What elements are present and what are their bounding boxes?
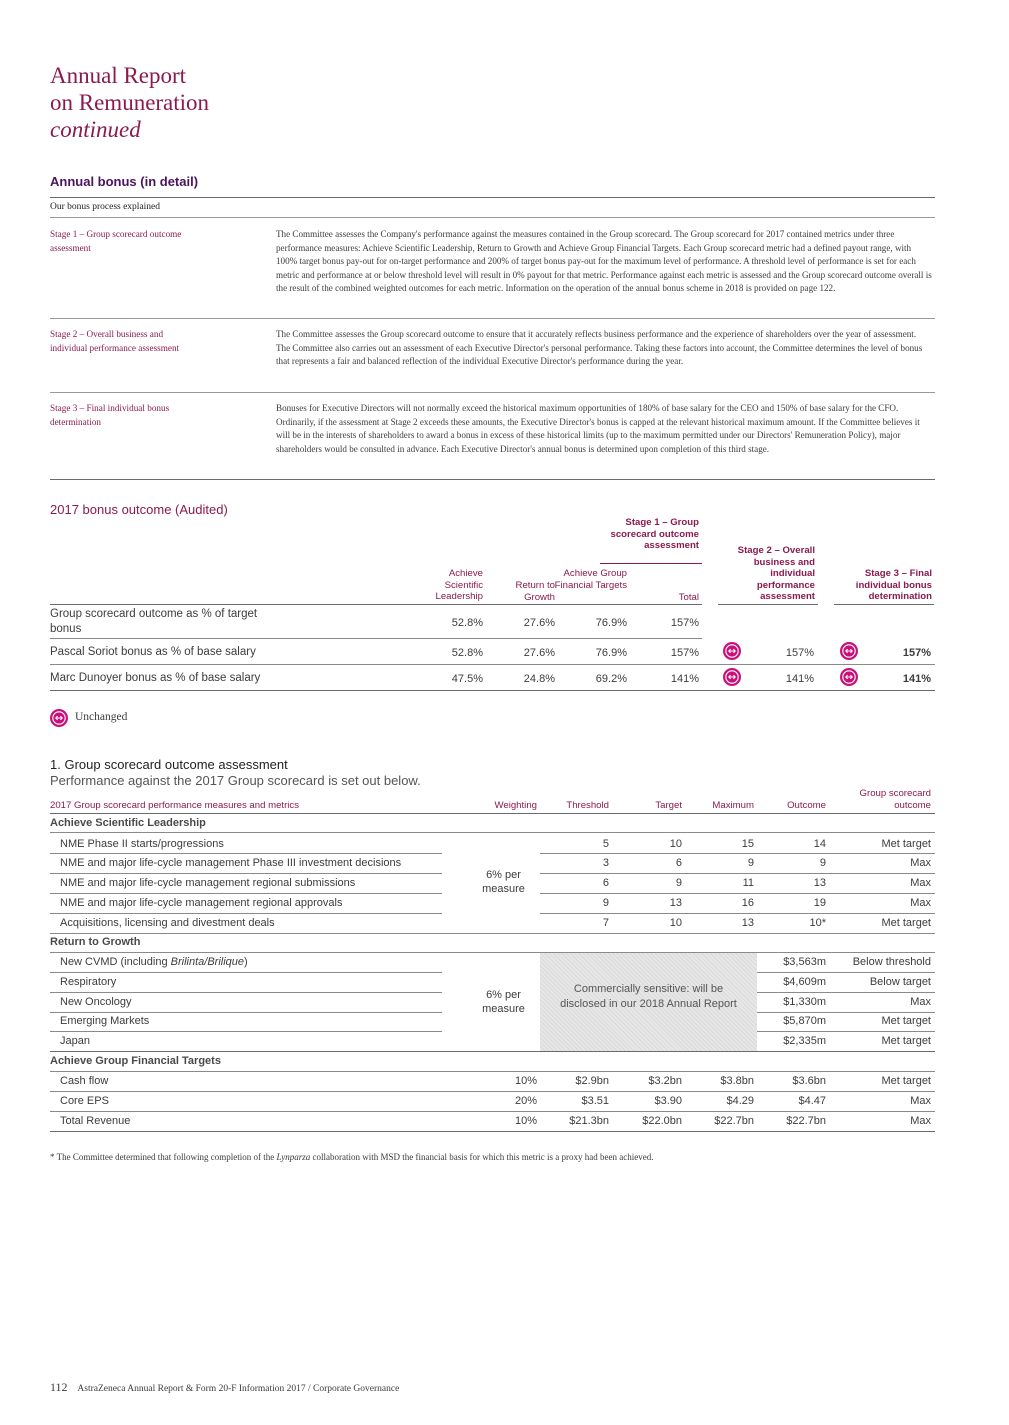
stage-2-text: The Committee assesses the Group scorecard outcome to ensure that it accurately reflects business performance and the experience of shareholders over the year of assessment. The Committee also carries out an assessment of each Executive Director's personal performance. Taking these factors into account, the Committee determines the level of bonus that represents a fair and balanced reflection of the individual Executive Director's performance during the year. bbox=[276, 329, 923, 366]
target-value: 9 bbox=[675, 877, 682, 889]
divider bbox=[50, 318, 935, 319]
footnote: * The Committee determined that following completion of the Lynparza collaboration with MSD the financial basis for which this metric is a proxy had been achieved. bbox=[50, 1152, 654, 1162]
maximum-value: 9 bbox=[747, 857, 754, 869]
row-rule bbox=[540, 873, 935, 874]
maximum-value: 11 bbox=[742, 877, 754, 889]
row-rule bbox=[540, 893, 935, 894]
table-header-rule bbox=[50, 604, 702, 605]
outcome-value: 19 bbox=[813, 897, 826, 909]
table-row-label: Marc Dunoyer bonus as % of base salary bbox=[50, 672, 261, 684]
outcome-value: 9 bbox=[819, 857, 826, 869]
outcome-value: $22.7bn bbox=[786, 1115, 826, 1127]
col-header-group-outcome: Group scorecard outcome bbox=[859, 788, 931, 811]
threshold-value: 7 bbox=[602, 917, 609, 929]
outcome-value: $2,335m bbox=[783, 1035, 826, 1047]
metric-label: New Oncology bbox=[60, 996, 132, 1008]
result-value: Below target bbox=[869, 976, 931, 988]
outcome-value: $1,330m bbox=[783, 996, 826, 1008]
threshold-value: 5 bbox=[602, 838, 609, 850]
result-value: Max bbox=[910, 877, 931, 889]
row-rule bbox=[50, 873, 442, 874]
metric-label: NME Phase II starts/progressions bbox=[60, 838, 224, 850]
outcome-value: $4,609m bbox=[783, 976, 826, 988]
stage-3-header: Stage 3 – Final individual bonus determination bbox=[855, 568, 932, 602]
weighting-value: 6% per measure bbox=[482, 869, 525, 895]
col-header-maximum: Maximum bbox=[712, 800, 754, 811]
metric-label: NME and major life-cycle management regional submissions bbox=[60, 877, 356, 889]
stage-1-header: Stage 1 – Group scorecard outcome assessment bbox=[610, 517, 699, 551]
table-cell: 69.2% bbox=[595, 673, 627, 685]
metric-label: Japan bbox=[60, 1035, 90, 1047]
stage-2-value: 141% bbox=[785, 673, 814, 685]
table-header-rule bbox=[50, 813, 935, 814]
maximum-value: 16 bbox=[741, 897, 754, 909]
weighting-value: 20% bbox=[514, 1095, 537, 1107]
stage-1-label: Stage 1 – Group scorecard outcome assessment bbox=[50, 229, 182, 253]
threshold-value: 3 bbox=[602, 857, 609, 869]
annual-bonus-heading: Annual bonus (in detail) bbox=[50, 174, 199, 189]
outcome-value: $4.47 bbox=[798, 1095, 826, 1107]
table-cell: 52.8% bbox=[451, 647, 483, 659]
row-rule bbox=[50, 992, 442, 993]
table-cell: 52.8% bbox=[451, 617, 483, 629]
stage-2-header: Stage 2 – Overall business and individual performance assessment bbox=[737, 545, 815, 602]
page-number: 112 bbox=[50, 1380, 68, 1394]
table-row-label: Pascal Soriot bonus as % of base salary bbox=[50, 646, 256, 658]
col-header-growth: Return to Growth bbox=[515, 580, 555, 603]
metric-label: Emerging Markets bbox=[60, 1015, 150, 1027]
target-value: 10 bbox=[669, 838, 682, 850]
title-line-1: Annual Report bbox=[50, 63, 187, 88]
unchanged-arrows-icon bbox=[840, 642, 858, 660]
row-rule bbox=[50, 1051, 935, 1052]
maximum-value: $4.29 bbox=[726, 1095, 754, 1107]
divider bbox=[50, 217, 935, 218]
target-value: 10 bbox=[669, 917, 682, 929]
row-rule bbox=[757, 992, 935, 993]
result-value: Met target bbox=[881, 917, 931, 929]
row-rule bbox=[757, 972, 935, 973]
metric-label: Total Revenue bbox=[60, 1115, 131, 1127]
col-header-total: Total bbox=[678, 592, 699, 603]
target-value: 6 bbox=[675, 857, 682, 869]
stage-3-value: 157% bbox=[902, 647, 931, 659]
table-cell: 27.6% bbox=[523, 647, 555, 659]
col-header-scientific: Achieve Scientific Leadership bbox=[435, 568, 483, 602]
maximum-value: $22.7bn bbox=[714, 1115, 754, 1127]
col-header-threshold: Threshold bbox=[566, 800, 609, 811]
row-rule bbox=[50, 832, 935, 833]
col-header-target: Target bbox=[655, 800, 682, 811]
target-value: $3.90 bbox=[654, 1095, 682, 1107]
result-value: Max bbox=[910, 897, 931, 909]
title-line-2: on Remuneration bbox=[50, 90, 210, 115]
metric-label: Acquisitions, licensing and divestment deals bbox=[60, 917, 275, 929]
group-heading: Return to Growth bbox=[50, 936, 141, 948]
stage-3-text: Bonuses for Executive Directors will not normally exceed the historical maximum opportunities of 180% of base salary for the CEO and 150% of base salary for the CFO. Ordinarily, if the assessment at Stage 2 exceeds these amounts, the Executive Director's bonus is capped at the relevant historical maximum amount. If the Committee believes it will be in the interests of shareholders to award a bonus in excess of these historical limits (up to the maximum permitted under our Directors' Remuneration Policy), major shareholders would be consulted in advance. Each Executive Director's annual bonus is determined upon completion of this third stage. bbox=[276, 403, 920, 454]
table-header-rule bbox=[718, 604, 818, 605]
divider bbox=[50, 197, 935, 198]
table-cell: 141% bbox=[670, 673, 699, 685]
header-underline bbox=[600, 563, 702, 564]
divider bbox=[50, 479, 935, 480]
row-rule bbox=[50, 1091, 935, 1092]
stage-3-label: Stage 3 – Final individual bonus determination bbox=[50, 403, 170, 427]
maximum-value: $3.8bn bbox=[720, 1075, 754, 1087]
maximum-value: 13 bbox=[741, 917, 754, 929]
row-rule bbox=[50, 972, 442, 973]
row-rule bbox=[50, 690, 935, 691]
bonus-outcome-heading: 2017 bonus outcome (Audited) bbox=[50, 502, 228, 517]
result-value: Met target bbox=[881, 1015, 931, 1027]
table-cell: 47.5% bbox=[451, 673, 483, 685]
threshold-value: 6 bbox=[602, 877, 609, 889]
row-rule bbox=[50, 1031, 442, 1032]
threshold-value: 9 bbox=[602, 897, 609, 909]
result-value: Below threshold bbox=[852, 956, 931, 968]
target-value: $3.2bn bbox=[648, 1075, 682, 1087]
row-rule bbox=[50, 1012, 442, 1013]
weighting-value: 10% bbox=[514, 1115, 537, 1127]
col-header-financial: Achieve Group Financial Targets bbox=[554, 568, 627, 591]
title-line-3: continued bbox=[50, 117, 141, 142]
row-rule bbox=[50, 893, 442, 894]
col-header-weighting: Weighting bbox=[494, 800, 537, 811]
table-row-label: Group scorecard outcome as % of target bonus bbox=[50, 608, 258, 635]
row-rule bbox=[50, 664, 935, 665]
row-rule bbox=[540, 913, 935, 914]
page-title bbox=[50, 62, 209, 143]
result-value: Max bbox=[910, 1095, 931, 1107]
unchanged-arrows-icon bbox=[840, 668, 858, 686]
metric-label: Respiratory bbox=[60, 976, 117, 988]
unchanged-arrows-icon bbox=[723, 642, 741, 660]
table-cell: 157% bbox=[670, 617, 699, 629]
row-rule bbox=[50, 1071, 935, 1072]
scorecard-heading: 1. Group scorecard outcome assessment bbox=[50, 757, 288, 772]
row-rule bbox=[757, 1031, 935, 1032]
row-rule bbox=[757, 1012, 935, 1013]
weighting-value: 6% per measure bbox=[482, 989, 525, 1015]
stage-3-value: 141% bbox=[902, 673, 931, 685]
table-header-rule bbox=[834, 604, 934, 605]
scorecard-subheading: Performance against the 2017 Group scorecard is set out below. bbox=[50, 773, 421, 788]
maximum-value: 15 bbox=[741, 838, 754, 850]
target-value: $22.0bn bbox=[642, 1115, 682, 1127]
result-value: Met target bbox=[881, 1075, 931, 1087]
row-rule bbox=[50, 1111, 935, 1112]
col-header-measure: 2017 Group scorecard performance measures and metrics bbox=[50, 800, 300, 811]
table-cell: 27.6% bbox=[523, 617, 555, 629]
legend-label: Unchanged bbox=[75, 711, 128, 723]
table-cell: 24.8% bbox=[523, 673, 555, 685]
table-cell: 76.9% bbox=[595, 647, 627, 659]
outcome-value: 14 bbox=[813, 838, 826, 850]
outcome-value: $5,870m bbox=[783, 1015, 826, 1027]
metric-label: NME and major life-cycle management Phase III investment decisions bbox=[60, 857, 402, 869]
weighting-value: 10% bbox=[514, 1075, 537, 1087]
unchanged-arrows-icon bbox=[50, 709, 68, 727]
result-value: Met target bbox=[881, 838, 931, 850]
group-heading: Achieve Group Financial Targets bbox=[50, 1055, 221, 1067]
result-value: Met target bbox=[881, 1035, 931, 1047]
threshold-value: $3.51 bbox=[581, 1095, 609, 1107]
row-rule bbox=[50, 952, 935, 953]
table-cell: 76.9% bbox=[595, 617, 627, 629]
outcome-value: 13 bbox=[813, 877, 826, 889]
metric-label: NME and major life-cycle management regional approvals bbox=[60, 897, 343, 909]
metric-label: Cash flow bbox=[60, 1075, 109, 1087]
outcome-value: $3.6bn bbox=[792, 1075, 826, 1087]
row-rule bbox=[50, 1131, 935, 1132]
threshold-value: $21.3bn bbox=[569, 1115, 609, 1127]
row-rule bbox=[540, 853, 935, 854]
metric-label: New CVMD (including Brilinta/Brilique) bbox=[60, 956, 248, 968]
row-rule bbox=[50, 913, 442, 914]
row-rule bbox=[50, 853, 442, 854]
result-value: Max bbox=[910, 996, 931, 1008]
stage-2-value: 157% bbox=[785, 647, 814, 659]
row-rule bbox=[50, 933, 935, 934]
target-value: 13 bbox=[669, 897, 682, 909]
page-footer bbox=[50, 1380, 399, 1395]
row-rule bbox=[50, 638, 702, 639]
group-heading: Achieve Scientific Leadership bbox=[50, 817, 206, 829]
table-cell: 157% bbox=[670, 647, 699, 659]
unchanged-arrows-icon bbox=[723, 668, 741, 686]
stage-1-text: The Committee assesses the Company's performance against the measures contained in the Group scorecard. The Group scorecard for 2017 contained metrics under three performance measures: Achieve Scientific Leadership, Return to Growth and Achieve Group Financial Targets. Each Group scorecard metric had a defined payout range, with 100% target bonus pay-out for on-target performance and 200% of target bonus pay-out for the maximum level of performance. A threshold level of performance is set for each metric and performance at or below threshold level will result in 0% payout for that metric. Performance against each metric is assessed and the Group scorecard outcome overall is the result of the combined weighted outcomes for each metric. Information on the operation of the annual bonus scheme in 2018 is provided on page 122. bbox=[276, 229, 932, 293]
stage-2-label: Stage 2 – Overall business and individual performance assessment bbox=[50, 329, 180, 353]
commercially-sensitive-note: Commercially sensitive: will be disclosed in our 2018 Annual Report bbox=[560, 983, 737, 1010]
metric-label: Core EPS bbox=[60, 1095, 109, 1107]
threshold-value: $2.9bn bbox=[575, 1075, 609, 1087]
outcome-value: $3,563m bbox=[783, 956, 826, 968]
col-header-outcome: Outcome bbox=[787, 800, 826, 811]
footer-text: AstraZeneca Annual Report & Form 20-F Information 2017 / Corporate Governance bbox=[77, 1384, 400, 1394]
outcome-value: 10* bbox=[809, 917, 826, 929]
result-value: Max bbox=[910, 1115, 931, 1127]
divider bbox=[50, 392, 935, 393]
result-value: Max bbox=[910, 857, 931, 869]
process-heading: Our bonus process explained bbox=[50, 202, 161, 212]
